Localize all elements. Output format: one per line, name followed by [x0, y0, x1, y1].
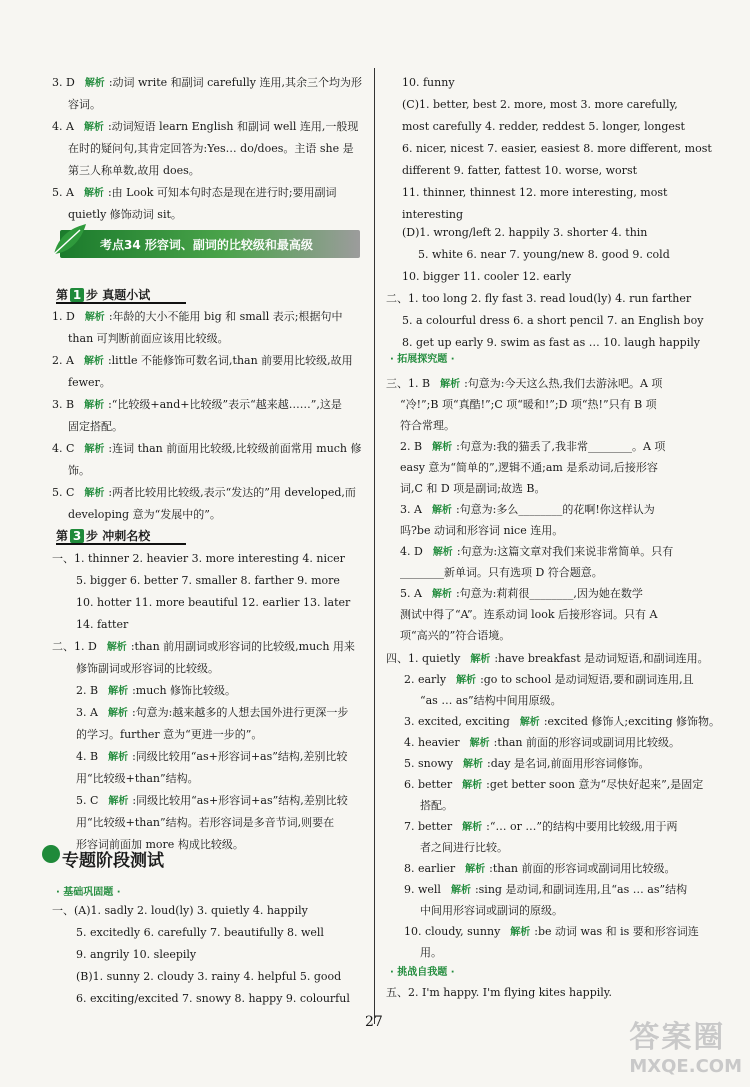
right-line — [402, 186, 667, 200]
analysis-text: :由 Look 可知本句时态是现在进行时;要用副词 — [107, 186, 337, 199]
answer-text: 词,C 和 D 项是副词;故选 B。 — [400, 482, 546, 495]
answer-text: 5. a colourful dress 6. a short pencil 7. an English boy — [402, 314, 704, 327]
answer-text: 5. bigger 6. better 7. smaller 8. farther 9. more — [76, 574, 340, 587]
answer-text: 符合常理。 — [400, 419, 455, 432]
answer-text: 7. better — [404, 820, 453, 833]
topic-banner — [60, 230, 360, 258]
analysis-text: :day 是名词,前面用形容词修饰。 — [486, 757, 650, 770]
right-line — [400, 587, 643, 602]
right-line — [404, 862, 675, 877]
answer-text: developing 意为“发展中的”。 — [68, 508, 221, 521]
analysis-text: :much 修饰比较级。 — [132, 684, 237, 697]
answer-text: 五、2. I'm happy. I'm flying kites happily. — [386, 986, 613, 999]
right-line — [386, 292, 691, 306]
left-line — [68, 164, 200, 178]
analysis-label: 解析 — [510, 927, 531, 938]
analysis-text: :两者比较用比较级,表示“发达的”用 developed,而 — [108, 486, 356, 499]
answer-text: interesting — [402, 208, 464, 221]
answer-text: 5. excitedly 6. carefully 7. beautifully 8. well — [76, 926, 324, 939]
answer-text: 4. C — [52, 442, 75, 455]
left-line — [52, 398, 342, 413]
left-line — [76, 706, 348, 721]
answer-text: 11. thinner, thinnest 12. more interesting, most — [402, 186, 668, 199]
left-line — [52, 552, 345, 566]
right-line — [400, 566, 603, 580]
left-line — [52, 310, 342, 325]
right-line — [400, 629, 510, 643]
right-line — [404, 883, 687, 898]
analysis-text: :句意为:这篇文章对我们来说非常简单。只有 — [456, 545, 674, 558]
left-line — [76, 794, 348, 809]
left-line — [76, 816, 334, 830]
watermark — [629, 1012, 742, 1077]
answer-text: 2. B — [400, 440, 423, 453]
answer-text: 5. A — [400, 587, 422, 600]
answer-text: 中间用形容词或副词的原级。 — [420, 904, 563, 917]
analysis-label: 解析 — [456, 675, 477, 686]
step3-pre: 第 — [56, 529, 69, 543]
analysis-label: 解析 — [450, 885, 471, 896]
analysis-label: 解析 — [108, 796, 129, 807]
answer-text: 三、1. B — [386, 377, 431, 390]
analysis-label: 解析 — [83, 122, 104, 133]
left-line — [76, 992, 350, 1006]
answer-text: 的学习。further 意为“更进一步的”。 — [76, 728, 263, 741]
answer-text: 6. nicer, nicest 7. easier, easiest 8. more different, most — [402, 142, 712, 155]
right-line — [386, 986, 612, 1000]
analysis-label: 解析 — [84, 444, 105, 455]
extend-section: · 拓展探究题 · — [390, 354, 455, 365]
answer-text: 10. hotter 11. more beautiful 12. earlier 13. later — [76, 596, 351, 609]
answer-text: 一、1. thinner 2. heavier 3. more interesting 4. nicer — [52, 552, 345, 565]
step3-title: 步 冲刺名校 — [86, 529, 151, 543]
left-line — [76, 684, 236, 699]
answer-text: 2. A — [52, 354, 74, 367]
answer-text: (B)1. sunny 2. cloudy 3. rainy 4. helpful 5. good — [76, 970, 342, 983]
answer-text: 3. A — [76, 706, 98, 719]
analysis-label: 解析 — [84, 400, 105, 411]
analysis-label: 解析 — [432, 547, 453, 558]
answer-text: 四、1. quietly — [386, 652, 461, 665]
right-line — [404, 820, 677, 835]
right-line — [400, 524, 563, 538]
answer-text: 10. cloudy, sunny — [404, 925, 501, 938]
left-line — [76, 948, 196, 962]
left-line — [68, 376, 111, 390]
answer-text: 1. D — [52, 310, 75, 323]
analysis-label: 解析 — [440, 379, 461, 390]
answer-text: 项“高兴的”符合语境。 — [400, 629, 511, 642]
answer-text: 2. early — [404, 673, 447, 686]
left-line — [52, 904, 308, 918]
answer-text: (C)1. better, best 2. more, most 3. more carefully, — [402, 98, 678, 111]
answer-text: (D)1. wrong/left 2. happily 3. shorter 4. thin — [402, 226, 648, 239]
analysis-label: 解析 — [83, 188, 104, 199]
answer-text: “as … as”结构中间用原级。 — [420, 694, 562, 707]
analysis-text: :“比较级+and+比较级”表示“越来越……”,这是 — [108, 398, 342, 411]
left-line — [52, 354, 353, 369]
right-line — [400, 440, 665, 455]
analysis-text: :句意为:莉莉很________,因为她在数学 — [455, 587, 643, 600]
answer-text: 3. excited, exciting — [404, 715, 510, 728]
answer-text: most carefully 4. redder, reddest 5. longer, longest — [402, 120, 685, 133]
right-line — [420, 799, 453, 813]
left-line — [68, 420, 123, 434]
analysis-text: :同级比较用“as+形容词+as”结构,差别比较 — [132, 750, 348, 763]
answer-text: 修饰副词或形容词的比较级。 — [76, 662, 219, 675]
answer-text: 用。 — [420, 946, 442, 959]
right-line — [420, 694, 562, 708]
left-line — [76, 596, 350, 610]
analysis-text: :excited 修饰人;exciting 修饰物。 — [543, 715, 721, 728]
analysis-text: :get better soon 意为“尽快好起来”,是固定 — [486, 778, 704, 791]
analysis-text: :“… or …”的结构中要用比较级,用于两 — [486, 820, 678, 833]
right-line — [402, 164, 637, 178]
right-line — [402, 120, 685, 134]
right-line — [402, 314, 703, 328]
answer-text: 4. A — [52, 120, 74, 133]
answer-text: quietly 修饰动词 sit。 — [68, 208, 182, 221]
analysis-label: 解析 — [107, 708, 128, 719]
analysis-label: 解析 — [432, 442, 453, 453]
answer-text: 10. bigger 11. cooler 12. early — [402, 270, 572, 283]
right-line — [400, 608, 657, 622]
answer-text: 3. B — [52, 398, 75, 411]
analysis-text: :句意为:我的猫丢了,我非常________。A 项 — [456, 440, 666, 453]
watermark-url: MXQE.COM — [629, 1056, 742, 1077]
right-line — [404, 715, 720, 730]
answer-text: 8. earlier — [404, 862, 456, 875]
analysis-text: :than 前用副词或形容词的比较级,much 用来 — [130, 640, 355, 653]
step1-title: 步 真题小试 — [86, 288, 151, 302]
analysis-text: :than 前面的形容词或副词用比较级。 — [489, 862, 676, 875]
left-line — [76, 926, 324, 940]
answer-text: 在时的疑问句,其肯定回答为:Yes… do/does。主语 she 是 — [68, 142, 354, 155]
left-line — [52, 486, 356, 501]
answer-text: 第三人称单数,故用 does。 — [68, 164, 200, 177]
left-line — [76, 574, 340, 588]
answer-text: 14. fatter — [76, 618, 129, 631]
right-line — [400, 503, 655, 518]
left-line — [76, 750, 347, 765]
answer-text: 形容词前面加 more 构成比较级。 — [76, 838, 244, 851]
stage-test-icon — [42, 845, 60, 863]
right-line — [402, 208, 463, 222]
analysis-text: :连词 than 前面用比较级,比较级前面常用 much 修 — [108, 442, 362, 455]
right-line — [402, 226, 647, 240]
answer-text: 测试中得了“A”。连系动词 look 后接形容词。只有 A — [400, 608, 658, 621]
answer-text: 用“比较级+than”结构。若形容词是多音节词,则要在 — [76, 816, 335, 829]
answer-text: 9. angrily 10. sleepily — [76, 948, 197, 961]
right-line — [386, 377, 662, 392]
right-line — [404, 736, 680, 751]
right-line — [402, 142, 712, 156]
left-line — [52, 76, 362, 91]
page-number: 27 — [365, 1014, 383, 1030]
watermark-main: 答案圈 — [629, 1020, 726, 1055]
left-line — [68, 142, 354, 156]
left-line — [52, 186, 337, 201]
step3-heading — [56, 527, 186, 545]
analysis-text: :句意为:今天这么热,我们去游泳吧。A 项 — [464, 377, 663, 390]
answer-text: 10. funny — [402, 76, 455, 89]
answer-text: 8. get up early 9. swim as fast as … 10. laugh happily — [402, 336, 700, 349]
left-line — [76, 728, 262, 742]
analysis-text: :little 不能修饰可数名词,than 前要用比较级,故用 — [107, 354, 353, 367]
analysis-label: 解析 — [84, 312, 105, 323]
answer-text: 一、(A)1. sadly 2. loud(ly) 3. quietly 4. happily — [52, 904, 308, 917]
right-line — [400, 461, 658, 475]
topic-title: 考点34 形容词、副词的比较级和最高级 — [100, 238, 313, 252]
step1-pre: 第 — [56, 288, 69, 302]
answer-text: 固定搭配。 — [68, 420, 123, 433]
answer-text: 5. A — [52, 186, 74, 199]
right-line — [402, 98, 678, 112]
right-line — [404, 925, 699, 940]
analysis-text: :句意为:多么________的花啊!你这样认为 — [455, 503, 655, 516]
answer-text: 4. heavier — [404, 736, 460, 749]
answer-text: 2. B — [76, 684, 99, 697]
answer-text: 二、1. too long 2. fly fast 3. read loud(ly) 4. run farther — [386, 292, 692, 305]
right-line — [400, 419, 455, 433]
analysis-text: :句意为:越来越多的人想去国外进行更深一步 — [131, 706, 349, 719]
analysis-label: 解析 — [470, 654, 491, 665]
answer-text: 4. B — [76, 750, 99, 763]
left-line — [68, 98, 101, 112]
answer-text: 9. well — [404, 883, 441, 896]
challenge-section: · 挑战自我题 · — [390, 967, 455, 978]
answer-text: different 9. fatter, fattest 10. worse, worst — [402, 164, 638, 177]
answer-text: 者之间进行比较。 — [420, 841, 508, 854]
analysis-text: :go to school 是动词短语,要和副词连用,且 — [480, 673, 694, 686]
step1-heading — [56, 286, 186, 304]
left-line — [76, 970, 341, 984]
analysis-label: 解析 — [462, 759, 483, 770]
answer-text: 5. C — [52, 486, 75, 499]
analysis-label: 解析 — [84, 78, 105, 89]
left-line — [68, 464, 90, 478]
answer-text: 吗?be 动词和形容词 nice 连用。 — [400, 524, 564, 537]
answer-text: 4. D — [400, 545, 423, 558]
analysis-text: :动词短语 learn English 和副词 well 连用,一般现 — [107, 120, 359, 133]
left-line — [68, 508, 221, 522]
step3-number: 3 — [70, 529, 84, 543]
answer-text: ________新单词。只有选项 D 符合题意。 — [400, 566, 603, 579]
right-line — [386, 652, 709, 667]
analysis-text: :同级比较用“as+形容词+as”结构,差别比较 — [132, 794, 348, 807]
step1-number: 1 — [70, 288, 84, 302]
analysis-label: 解析 — [462, 822, 483, 833]
analysis-text: :be 动词 was 和 is 要和形容词连 — [534, 925, 699, 938]
analysis-label: 解析 — [106, 642, 127, 653]
left-line — [76, 772, 199, 786]
answer-text: 3. A — [400, 503, 422, 516]
answer-text: 搭配。 — [420, 799, 453, 812]
analysis-label: 解析 — [462, 780, 483, 791]
left-line — [52, 442, 362, 457]
analysis-label: 解析 — [431, 505, 452, 516]
answer-text: 5. white 6. near 7. young/new 8. good 9. cold — [418, 248, 670, 261]
analysis-text: :动词 write 和副词 carefully 连用,其余三个均为形 — [108, 76, 363, 89]
right-line — [402, 270, 571, 284]
answer-text: 5. C — [76, 794, 99, 807]
stage-test-title: 专题阶段测试 — [62, 851, 164, 871]
answer-text: 5. snowy — [404, 757, 453, 770]
analysis-text: :have breakfast 是动词短语,和副词连用。 — [494, 652, 709, 665]
left-line — [76, 662, 219, 676]
analysis-label: 解析 — [108, 752, 129, 763]
analysis-label: 解析 — [469, 738, 490, 749]
analysis-label: 解析 — [431, 589, 452, 600]
answer-text: 3. D — [52, 76, 75, 89]
leaf-icon — [50, 220, 90, 260]
analysis-text: :than 前面的形容词或副词用比较级。 — [493, 736, 681, 749]
analysis-text: :sing 是动词,和副词连用,且“as … as”结构 — [474, 883, 688, 896]
analysis-label: 解析 — [519, 717, 540, 728]
right-line — [402, 336, 700, 350]
answer-text: easy 意为“简单的”,逻辑不通;am 是系动词,后接形容 — [400, 461, 658, 474]
analysis-label: 解析 — [83, 356, 104, 367]
left-line — [68, 332, 229, 346]
answer-text: 6. better — [404, 778, 453, 791]
answer-text: than 可判断前面应该用比较级。 — [68, 332, 229, 345]
right-line — [400, 398, 657, 412]
answer-text: 用“比较级+than”结构。 — [76, 772, 199, 785]
right-line — [404, 673, 694, 688]
left-line — [76, 618, 128, 632]
basic-section: · 基础巩固题 · — [56, 887, 121, 898]
answer-text: 二、1. D — [52, 640, 97, 653]
right-line — [420, 946, 442, 960]
answer-text: fewer。 — [68, 376, 111, 389]
answer-text: 饰。 — [68, 464, 90, 477]
analysis-text: :年龄的大小不能用 big 和 small 表示;根据句中 — [108, 310, 343, 323]
analysis-label: 解析 — [465, 864, 486, 875]
right-line — [420, 841, 508, 855]
right-line — [418, 248, 670, 262]
column-divider — [374, 68, 375, 1024]
right-line — [404, 757, 650, 772]
answer-text: “冷!”;B 项“真酷!”;C 项“暖和!”;D 项“热!”只有 B 项 — [400, 398, 657, 411]
analysis-label: 解析 — [108, 686, 129, 697]
right-line — [420, 904, 563, 918]
answer-text: 6. exciting/excited 7. snowy 8. happy 9. colourful — [76, 992, 350, 1005]
answer-text: 容词。 — [68, 98, 101, 111]
right-line — [402, 76, 455, 90]
right-line — [400, 545, 673, 560]
left-line — [52, 640, 355, 655]
right-line — [404, 778, 703, 793]
analysis-label: 解析 — [84, 488, 105, 499]
right-line — [400, 482, 546, 496]
left-line — [52, 120, 358, 135]
